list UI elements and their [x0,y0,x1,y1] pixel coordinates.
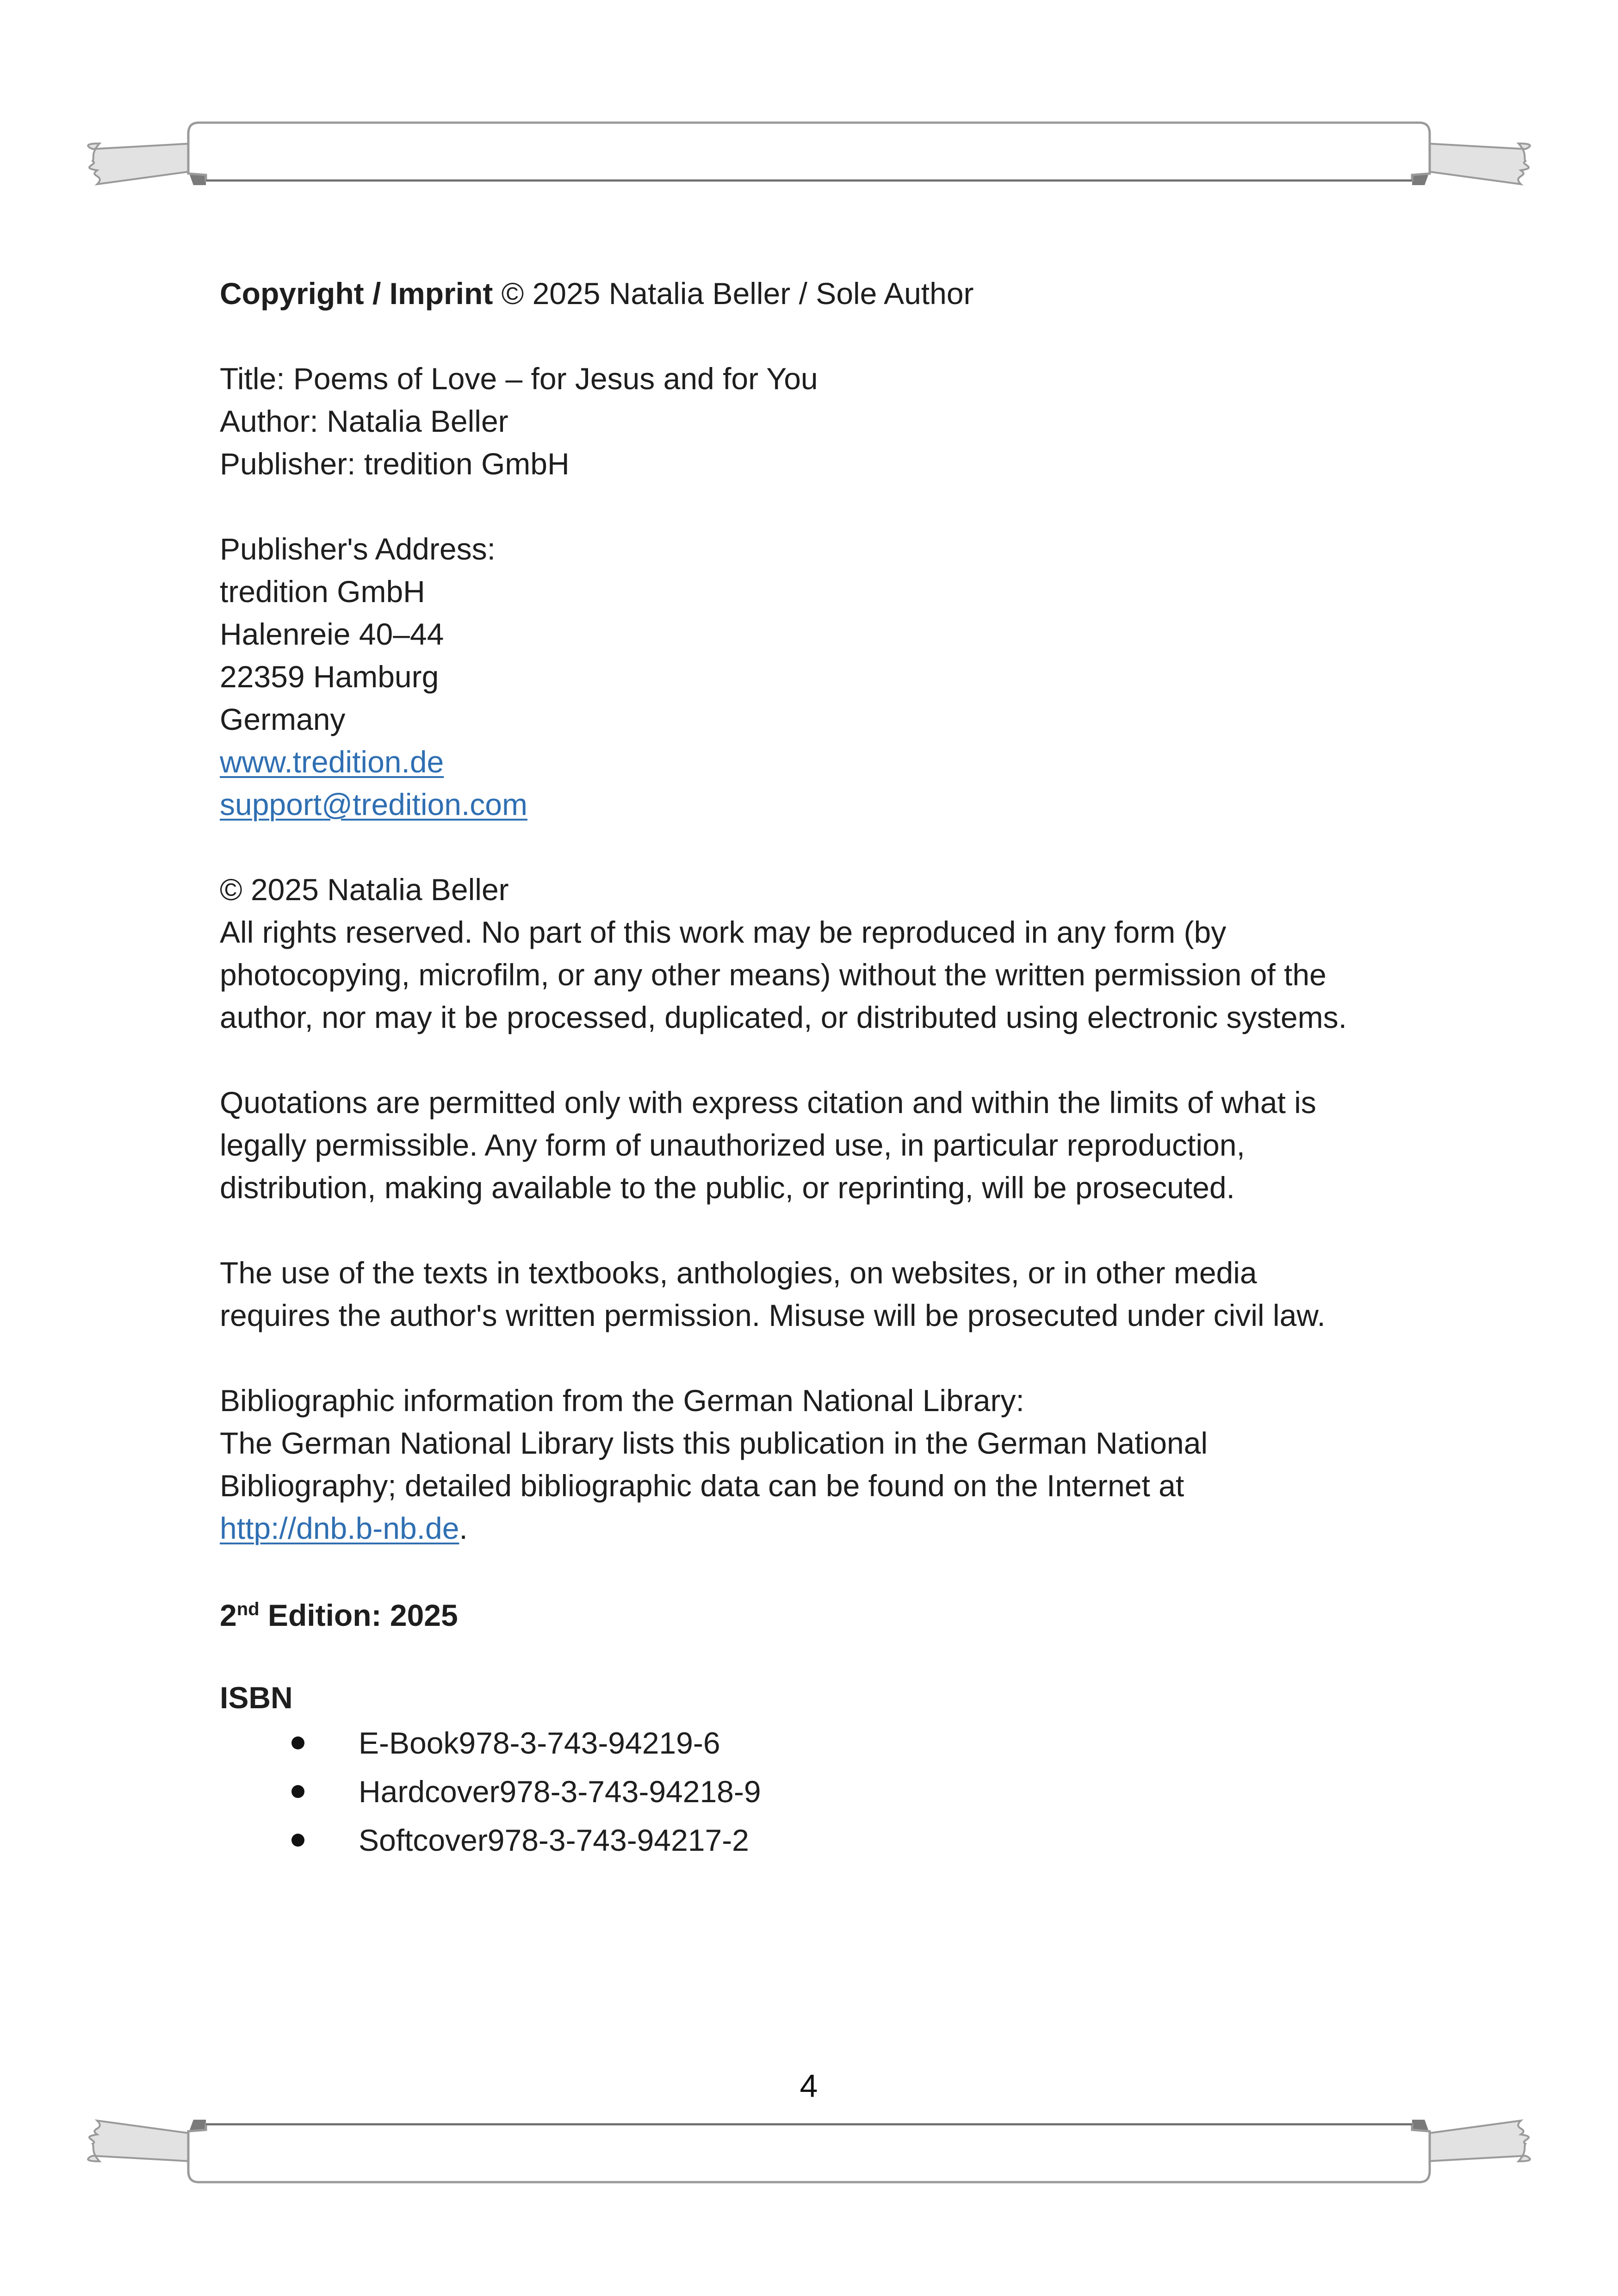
spacer [220,826,1451,868]
right-ribbon-tail [1426,143,1530,184]
imprint-content [220,272,1451,1865]
spacer [220,1337,1451,1379]
rights-copyright: © 2025 Natalia Beller [220,872,509,907]
address-street: Halenreie 40–44 [220,617,444,651]
address-country: Germany [220,702,346,736]
isbn-item [220,1719,1451,1767]
page-number: 4 [800,2068,818,2104]
filled-circle-bullet-icon [291,1785,304,1798]
copyright-label: Copyright / Imprint [220,276,493,311]
filled-circle-bullet-icon [291,1834,304,1847]
spacer [220,485,1451,528]
right-curl [1412,175,1428,185]
rights-reserved-line: All rights reserved. No part of this work may be reproduced in any form (by [220,915,1227,949]
dnb-link[interactable]: http://dnb.b-nb.de [220,1511,459,1545]
usage-line: The use of the texts in textbooks, anthologies, on websites, or in other media [220,1256,1257,1290]
left-ribbon-tail [88,2121,192,2161]
address-heading: Publisher's Address: [220,532,496,566]
edition-number: 2 [220,1598,237,1632]
spacer [220,1636,1451,1679]
right-curl [1412,2120,1428,2130]
isbn-item [220,1816,1451,1865]
bibliographic-line: Bibliography; detailed bibliographic data can be found on the Internet at [220,1468,1184,1503]
quotation-line: distribution, making available to the public, or reprinting, will be prosecuted. [220,1170,1235,1205]
isbn-item-text: E-Book978-3-743-94219-6 [359,1726,720,1760]
usage-line: requires the author's written permission. Misuse will be prosecuted under civil law. [220,1298,1326,1332]
author-line: Author: Natalia Beller [220,404,508,438]
isbn-heading: ISBN [220,1680,293,1715]
email-link[interactable]: support@tredition.com [220,787,527,821]
title-line: Title: Poems of Love – for Jesus and for You [220,361,818,396]
address-city: 22359 Hamburg [220,660,439,694]
bibliographic-heading: Bibliographic information from the German National Library: [220,1383,1024,1418]
publisher-line: Publisher: tredition GmbH [220,447,570,481]
bottom-scroll-banner [0,2092,1618,2189]
rights-reserved-line: author, nor may it be processed, duplicated, or distributed using electronic systems. [220,1000,1347,1034]
edition-text: Edition: 2025 [259,1598,458,1632]
quotation-line: Quotations are permitted only with express citation and within the limits of what is [220,1085,1316,1120]
quotation-line: legally permissible. Any form of unauthorized use, in particular reproduction, [220,1128,1245,1162]
edition-heading [220,1594,1451,1636]
rights-reserved-line: photocopying, microfilm, or any other means) without the written permission of the [220,958,1327,992]
isbn-item-text: Softcover978-3-743-94217-2 [359,1823,749,1857]
top-scroll-banner [0,116,1618,213]
edition-superscript: nd [236,1599,260,1619]
spacer [220,1549,1451,1592]
isbn-list [220,1719,1451,1865]
left-ribbon-tail [88,143,192,184]
spacer [220,315,1451,357]
left-curl [190,175,206,185]
banner-body [188,123,1430,180]
website-link[interactable]: www.tredition.de [220,745,444,779]
left-curl [190,2120,206,2130]
right-ribbon-tail [1426,2121,1530,2161]
spacer [220,1209,1451,1251]
dnb-link-suffix: . [459,1511,468,1545]
isbn-item [220,1767,1451,1816]
spacer [220,1039,1451,1081]
copyright-text: © 2025 Natalia Beller / Sole Author [493,276,974,311]
address-name: tredition GmbH [220,574,425,609]
bibliographic-line: The German National Library lists this publication in the German National [220,1426,1208,1460]
filled-circle-bullet-icon [291,1736,304,1749]
copyright-line [220,272,1451,315]
isbn-item-text: Hardcover978-3-743-94218-9 [359,1774,761,1809]
banner-body [188,2124,1430,2182]
